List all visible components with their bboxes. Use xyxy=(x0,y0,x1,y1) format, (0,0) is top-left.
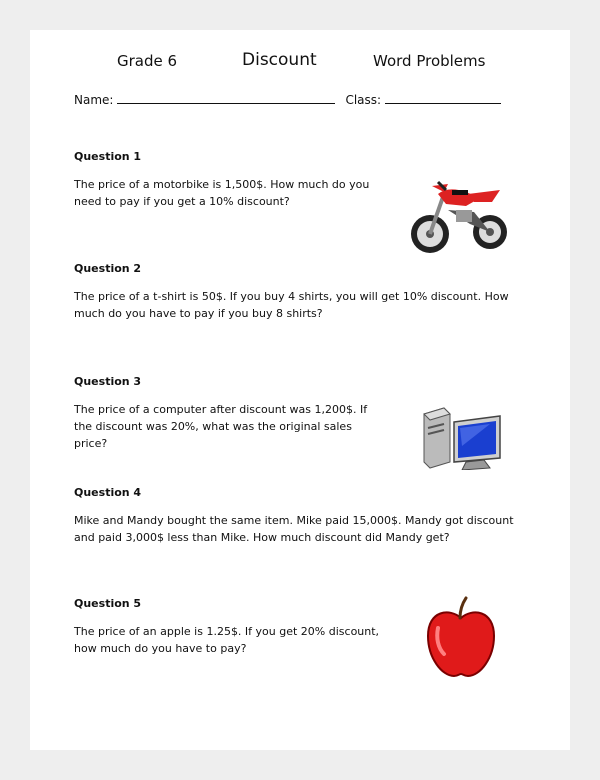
question-3-heading: Question 3 xyxy=(74,375,142,388)
question-2-heading: Question 2 xyxy=(74,262,142,275)
question-1-text: The price of a motorbike is 1,500$. How much do you need to pay if you get a 10% discount? xyxy=(74,178,370,208)
question-4-text: Mike and Mandy bought the same item. Mike paid 15,000$. Mandy got discount and paid 3,000$ less than Mike. How much discount did Mandy get? xyxy=(74,514,514,544)
question-3-text: The price of a computer after discount was 1,200$. If the discount was 20%, what was the original sales price? xyxy=(74,403,368,450)
worksheet-header xyxy=(30,50,570,74)
apple-illustration xyxy=(424,596,498,678)
question-4-heading: Question 4 xyxy=(74,486,142,499)
question-5-heading: Question 5 xyxy=(74,597,142,610)
name-blank-line[interactable] xyxy=(117,91,335,104)
name-label: Name: xyxy=(74,93,114,107)
motorbike-illustration xyxy=(408,172,512,258)
question-1-heading: Question 1 xyxy=(74,150,142,163)
grade-label: Grade 6 xyxy=(117,52,178,70)
question-5-text: The price of an apple is 1.25$. If you get 20% discount, how much do you have to pay? xyxy=(74,625,380,655)
student-info-row xyxy=(74,91,501,107)
worksheet-page xyxy=(30,30,570,750)
question-2-text: The price of a t-shirt is 50$. If you buy 4 shirts, you will get 10% discount. How much do you have to pay if you buy 8 shirts? xyxy=(74,290,509,320)
worksheet-subtitle: Word Problems xyxy=(373,52,486,70)
class-label: Class: xyxy=(345,93,382,107)
class-blank-line[interactable] xyxy=(385,91,501,104)
computer-illustration xyxy=(420,406,504,470)
worksheet-title: Discount xyxy=(242,50,317,70)
